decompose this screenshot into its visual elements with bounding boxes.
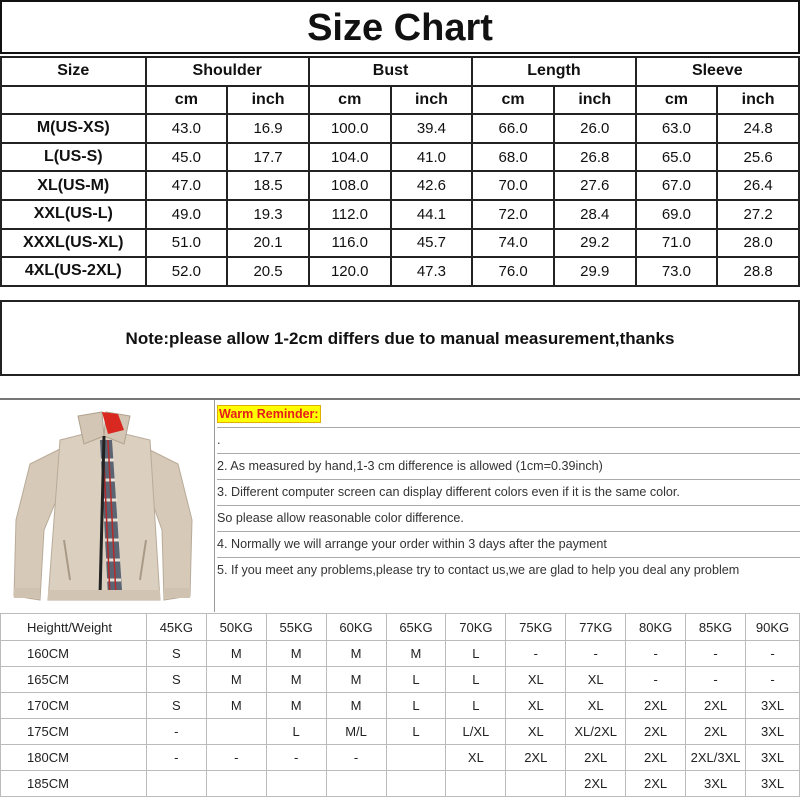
size-recommendation: L: [446, 693, 506, 719]
size-recommendation: -: [746, 641, 800, 667]
size-value: 45.7: [391, 229, 473, 258]
size-value: 29.9: [554, 257, 636, 286]
unit-header: inch: [554, 86, 636, 115]
size-recommendation: M: [206, 641, 266, 667]
size-recommendation: XL: [446, 745, 506, 771]
size-label: 4XL(US-2XL): [1, 257, 146, 286]
size-recommendation: XL: [506, 667, 566, 693]
reminder-line: So please allow reasonable color difference.: [217, 506, 800, 532]
hw-row: [1, 719, 800, 745]
size-recommendation: 2XL: [686, 693, 746, 719]
size-recommendation: XL: [566, 693, 626, 719]
size-recommendation: [506, 771, 566, 797]
size-recommendation: M: [386, 641, 446, 667]
size-value: 16.9: [227, 114, 309, 143]
size-recommendation: M: [266, 693, 326, 719]
size-recommendation: S: [146, 693, 206, 719]
height-label: 185CM: [1, 771, 147, 797]
reminder-line: .: [217, 428, 800, 454]
size-value: 42.6: [391, 171, 473, 200]
size-label: XXL(US-L): [1, 200, 146, 229]
weight-header: 65KG: [386, 614, 446, 641]
size-value: 41.0: [391, 143, 473, 172]
weight-header: 50KG: [206, 614, 266, 641]
size-recommendation: M: [326, 641, 386, 667]
size-value: 17.7: [227, 143, 309, 172]
unit-header: inch: [717, 86, 799, 115]
size-recommendation: -: [506, 641, 566, 667]
size-recommendation: [206, 719, 266, 745]
height-label: 170CM: [1, 693, 147, 719]
size-value: 20.5: [227, 257, 309, 286]
size-recommendation: [446, 771, 506, 797]
size-recommendation: M/L: [326, 719, 386, 745]
page-title: Size Chart: [0, 0, 800, 54]
size-label: XXXL(US-XL): [1, 229, 146, 258]
product-image: [0, 400, 215, 612]
header-sleeve: Sleeve: [636, 57, 799, 86]
size-value: 24.8: [717, 114, 799, 143]
size-value: 67.0: [636, 171, 718, 200]
size-value: 76.0: [472, 257, 554, 286]
size-value: 18.5: [227, 171, 309, 200]
size-recommendation: S: [146, 641, 206, 667]
unit-header: inch: [227, 86, 309, 115]
reminder-line: 3. Different computer screen can display different colors even if it is the same color.: [217, 480, 800, 506]
size-recommendation: -: [326, 745, 386, 771]
height-weight-table: [0, 613, 800, 797]
height-label: 160CM: [1, 641, 147, 667]
size-value: 73.0: [636, 257, 718, 286]
size-recommendation: [146, 771, 206, 797]
hw-row: [1, 745, 800, 771]
size-value: 20.1: [227, 229, 309, 258]
weight-header: 85KG: [686, 614, 746, 641]
size-recommendation: M: [266, 641, 326, 667]
size-chart: [0, 0, 800, 376]
size-recommendation: -: [746, 667, 800, 693]
size-recommendation: L: [266, 719, 326, 745]
size-recommendation: 2XL/3XL: [686, 745, 746, 771]
size-recommendation: XL: [506, 719, 566, 745]
size-value: 28.4: [554, 200, 636, 229]
size-recommendation: 2XL: [686, 719, 746, 745]
size-value: 74.0: [472, 229, 554, 258]
weight-header: 70KG: [446, 614, 506, 641]
size-recommendation: 2XL: [626, 771, 686, 797]
size-recommendation: M: [206, 693, 266, 719]
warm-reminder: [215, 400, 800, 612]
size-recommendation: -: [626, 641, 686, 667]
size-value: 68.0: [472, 143, 554, 172]
reminder-section: [0, 398, 800, 614]
hw-corner-header: Heightt/Weight: [1, 614, 147, 641]
weight-header: 80KG: [626, 614, 686, 641]
weight-header: 60KG: [326, 614, 386, 641]
size-value: 19.3: [227, 200, 309, 229]
size-value: 69.0: [636, 200, 718, 229]
jacket-illustration: [0, 400, 214, 612]
size-recommendation: -: [146, 745, 206, 771]
size-recommendation: -: [686, 641, 746, 667]
size-recommendation: -: [206, 745, 266, 771]
size-chart-body: [1, 114, 799, 286]
size-value: 108.0: [309, 171, 391, 200]
size-recommendation: XL: [566, 667, 626, 693]
size-recommendation: 3XL: [746, 693, 800, 719]
size-value: 51.0: [146, 229, 228, 258]
size-label: M(US-XS): [1, 114, 146, 143]
size-value: 49.0: [146, 200, 228, 229]
height-weight-body: [1, 614, 800, 797]
size-value: 72.0: [472, 200, 554, 229]
size-row: [1, 229, 799, 258]
unit-header: cm: [472, 86, 554, 115]
size-row: [1, 143, 799, 172]
hw-row: [1, 693, 800, 719]
weight-header: 55KG: [266, 614, 326, 641]
size-recommendation: [326, 771, 386, 797]
size-value: 39.4: [391, 114, 473, 143]
size-label: L(US-S): [1, 143, 146, 172]
reminder-line: 5. If you meet any problems,please try to contact us,we are glad to help you deal any problem: [217, 563, 740, 577]
size-recommendation: -: [626, 667, 686, 693]
size-value: 27.2: [717, 200, 799, 229]
size-recommendation: M: [326, 693, 386, 719]
size-recommendation: 2XL: [626, 693, 686, 719]
size-recommendation: L: [386, 719, 446, 745]
size-recommendation: M: [206, 667, 266, 693]
size-value: 27.6: [554, 171, 636, 200]
header-length: Length: [472, 57, 635, 86]
size-value: 43.0: [146, 114, 228, 143]
size-row: [1, 171, 799, 200]
weight-header: 75KG: [506, 614, 566, 641]
size-value: 47.0: [146, 171, 228, 200]
size-row: [1, 114, 799, 143]
size-chart-table: [0, 56, 800, 287]
size-recommendation: 3XL: [746, 771, 800, 797]
size-value: 28.0: [717, 229, 799, 258]
warm-reminder-title: Warm Reminder:: [219, 407, 319, 421]
height-label: 180CM: [1, 745, 147, 771]
size-value: 26.8: [554, 143, 636, 172]
size-recommendation: M: [326, 667, 386, 693]
size-recommendation: [266, 771, 326, 797]
size-recommendation: [386, 745, 446, 771]
size-recommendation: 3XL: [746, 745, 800, 771]
size-value: 116.0: [309, 229, 391, 258]
weight-header: 45KG: [146, 614, 206, 641]
unit-header: cm: [636, 86, 718, 115]
size-value: 28.8: [717, 257, 799, 286]
size-value: 25.6: [717, 143, 799, 172]
size-recommendation: L: [446, 667, 506, 693]
size-recommendation: -: [146, 719, 206, 745]
size-row: [1, 200, 799, 229]
hw-row: [1, 667, 800, 693]
size-recommendation: M: [266, 667, 326, 693]
reminder-line: 2. As measured by hand,1-3 cm difference is allowed (1cm=0.39inch): [217, 454, 800, 480]
header-bust: Bust: [309, 57, 472, 86]
size-row: [1, 257, 799, 286]
header-size: Size: [1, 57, 146, 86]
size-recommendation: 3XL: [746, 719, 800, 745]
size-value: 52.0: [146, 257, 228, 286]
reminder-line: 4. Normally we will arrange your order within 3 days after the payment: [217, 532, 800, 558]
size-value: 70.0: [472, 171, 554, 200]
size-recommendation: -: [566, 641, 626, 667]
unit-header: inch: [391, 86, 473, 115]
height-label: 175CM: [1, 719, 147, 745]
size-recommendation: 2XL: [506, 745, 566, 771]
size-value: 29.2: [554, 229, 636, 258]
unit-header: cm: [146, 86, 228, 115]
size-value: 71.0: [636, 229, 718, 258]
size-recommendation: L/XL: [446, 719, 506, 745]
hw-header-row: [1, 614, 800, 641]
measurement-note: Note:please allow 1-2cm differs due to manual measurement,thanks: [0, 300, 800, 376]
size-value: 104.0: [309, 143, 391, 172]
size-recommendation: [206, 771, 266, 797]
size-value: 65.0: [636, 143, 718, 172]
size-recommendation: L: [446, 641, 506, 667]
size-recommendation: 2XL: [566, 745, 626, 771]
size-recommendation: XL/2XL: [566, 719, 626, 745]
reminder-title-row: [217, 402, 800, 428]
size-value: 120.0: [309, 257, 391, 286]
size-recommendation: L: [386, 693, 446, 719]
size-value: 47.3: [391, 257, 473, 286]
size-recommendation: L: [386, 667, 446, 693]
size-value: 45.0: [146, 143, 228, 172]
size-value: 100.0: [309, 114, 391, 143]
weight-header: 77KG: [566, 614, 626, 641]
weight-header: 90KG: [746, 614, 800, 641]
size-recommendation: -: [686, 667, 746, 693]
size-label: XL(US-M): [1, 171, 146, 200]
header-empty-cell: [1, 86, 146, 115]
size-value: 26.0: [554, 114, 636, 143]
size-recommendation: XL: [506, 693, 566, 719]
size-recommendation: [386, 771, 446, 797]
size-value: 112.0: [309, 200, 391, 229]
unit-header: cm: [309, 86, 391, 115]
size-recommendation: S: [146, 667, 206, 693]
size-recommendation: 2XL: [626, 745, 686, 771]
size-recommendation: -: [266, 745, 326, 771]
header-shoulder: Shoulder: [146, 57, 309, 86]
hw-row: [1, 771, 800, 797]
size-value: 26.4: [717, 171, 799, 200]
size-recommendation: 2XL: [566, 771, 626, 797]
size-recommendation: 2XL: [626, 719, 686, 745]
size-value: 66.0: [472, 114, 554, 143]
height-label: 165CM: [1, 667, 147, 693]
size-recommendation: 3XL: [686, 771, 746, 797]
hw-row: [1, 641, 800, 667]
size-value: 63.0: [636, 114, 718, 143]
size-value: 44.1: [391, 200, 473, 229]
